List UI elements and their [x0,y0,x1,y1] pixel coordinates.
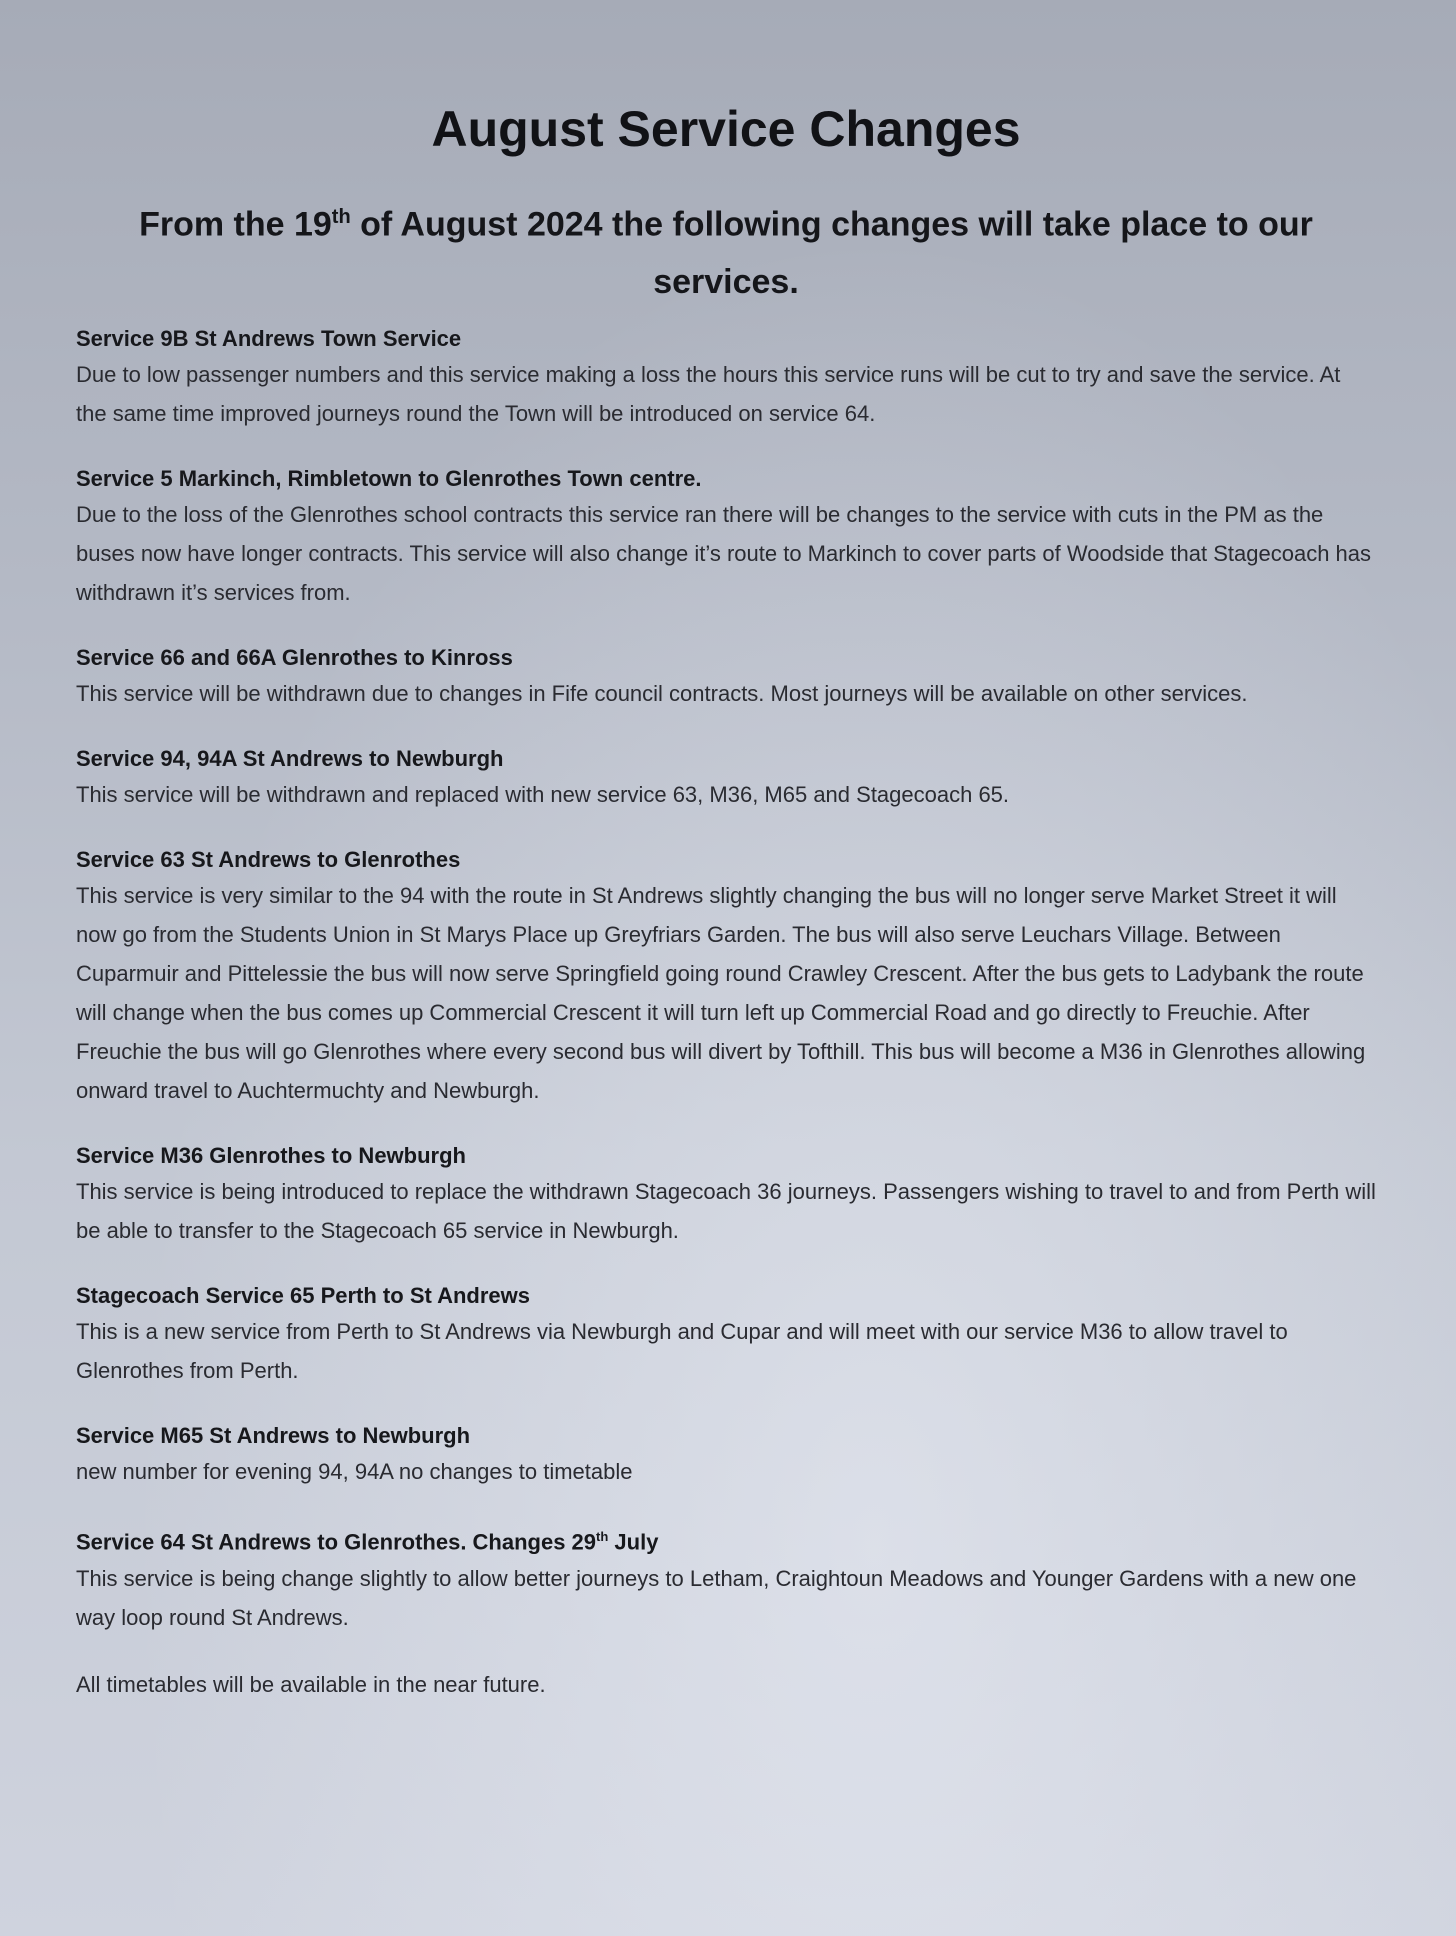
section-heading: Service 94, 94A St Andrews to Newburgh [76,746,504,772]
service-section [76,642,1376,713]
section-heading: Service 5 Markinch, Rimbletown to Glenrothes Town centre. [76,466,702,492]
section-heading: Service M36 Glenrothes to Newburgh [76,1143,466,1169]
section-heading: Service M65 St Andrews to Newburgh [76,1423,471,1449]
section-body: This service is very similar to the 94 with the route in St Andrews slightly changing the bus will no longer serve Market Street it will now go from the Students Union in St Marys Place up Greyfriars Garden. The bus will also serve Leuchars Village. Between Cuparmuir and Pittelessie the bus will now serve Springfield going round Crawley Crescent. After the bus gets to Ladybank the route will change when the bus comes up Commercial Crescent it will turn left up Commercial Road and go directly to Freuchie. After Freuchie the bus will go Glenrothes where every second bus will divert by Tofthill. This bus will become a M36 in Glenrothes allowing onward travel to Auchtermuchty and Newburgh. [76,883,1366,1104]
section-body: This is a new service from Perth to St Andrews via Newburgh and Cupar and will meet with our service M36 to allow travel to Glenrothes from Perth. [76,1319,1288,1384]
section-body: Due to low passenger numbers and this service making a loss the hours this service runs will be cut to try and save the service. At the same time improved journeys round the Town will be introduced on service 64. [76,362,1341,427]
subtitle-part-2: of August 2024 the following changes will take place to our services. [350,205,1313,302]
service-section [76,1280,1376,1390]
section-body: This service is being change slightly to allow better journeys to Letham, Craightoun Meadows and Younger Gardens with a new one way loop round St Andrews. [76,1565,1357,1630]
section-body: Due to the loss of the Glenrothes school contracts this service ran there will be changes to the service with cuts in the PM as the buses now have longer contracts. This service will also change it’s route to Markinch to cover parts of Woodside that Stagecoach has withdrawn it’s services from. [76,502,1372,606]
service-changes-list [76,323,1376,1636]
service-section [76,743,1376,814]
subtitle-superscript: th [331,206,351,228]
section-body: new number for evening 94, 94A no changes to timetable [76,1459,633,1485]
section-heading: Service 9B St Andrews Town Service [76,326,462,352]
section-heading [76,1521,1376,1558]
section-heading: Service 63 St Andrews to Glenrothes [76,847,461,873]
footer-note: All timetables will be available in the near future. [76,1671,546,1697]
section-body: This service will be withdrawn due to changes in Fife council contracts. Most journeys will be available on other services. [76,681,1248,707]
notice-content [76,100,1376,1703]
heading-text: Service 64 St Andrews to Glenrothes. Changes 29 [76,1529,597,1555]
service-section [76,463,1376,612]
section-body: This service will be withdrawn and replaced with new service 63, M36, M65 and Stagecoach 65. [76,782,1010,808]
heading-superscript: th [596,1529,609,1545]
section-heading: Stagecoach Service 65 Perth to St Andrews [76,1283,531,1309]
page-title: August Service Changes [431,101,1021,157]
section-body: This service is being introduced to replace the withdrawn Stagecoach 36 journeys. Passengers wishing to travel to and from Perth will be able to transfer to the Stagecoach 65 service in Newburgh. [76,1179,1376,1244]
service-section [76,1521,1376,1636]
subtitle-part-1: From the 19 [139,205,332,244]
service-section [76,323,1376,433]
service-section [76,1140,1376,1250]
heading-text-end: July [608,1529,659,1555]
section-heading: Service 66 and 66A Glenrothes to Kinross [76,645,513,671]
service-section [76,1420,1376,1491]
notice-subtitle [76,188,1376,311]
service-section [76,844,1376,1110]
